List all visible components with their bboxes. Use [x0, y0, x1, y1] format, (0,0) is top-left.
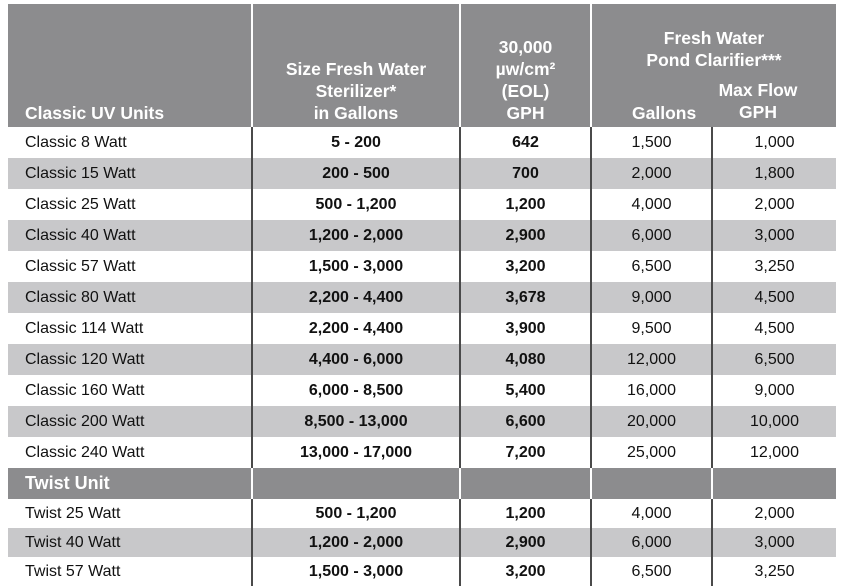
gph-cell: 6,600 [460, 406, 591, 437]
max-flow-cell: 10,000 [712, 406, 836, 437]
unit-name-cell: Classic 114 Watt [8, 313, 252, 344]
table-row [8, 251, 836, 282]
size-cell: 4,400 - 6,000 [252, 344, 460, 375]
size-cell: 5 - 200 [252, 127, 460, 158]
pond-gallons-cell: 20,000 [591, 406, 712, 437]
pond-gallons-cell: 6,000 [591, 528, 712, 557]
header-max-flow: Max Flow GPH [718, 80, 798, 122]
pond-gallons-cell: 6,500 [591, 251, 712, 282]
size-cell: 1,500 - 3,000 [252, 557, 460, 586]
table-row [8, 282, 836, 313]
unit-name-cell: Classic 160 Watt [8, 375, 252, 406]
size-cell: 1,200 - 2,000 [252, 220, 460, 251]
table-row [8, 220, 836, 251]
table-row [8, 437, 836, 468]
table-row [8, 127, 836, 158]
pond-gallons-cell: 12,000 [591, 344, 712, 375]
table-row [8, 406, 836, 437]
max-flow-cell: 2,000 [712, 499, 836, 528]
gph-cell: 3,200 [460, 557, 591, 586]
pond-gallons-cell: 16,000 [591, 375, 712, 406]
max-flow-cell: 4,500 [712, 282, 836, 313]
max-flow-cell: 3,000 [712, 528, 836, 557]
header-uv-gph: 30,000 µw/cm² (EOL) GPH [460, 4, 591, 127]
gph-cell: 642 [460, 127, 591, 158]
header-units: Classic UV Units [8, 4, 252, 127]
table-row [8, 158, 836, 189]
size-cell: 2,200 - 4,400 [252, 313, 460, 344]
max-flow-cell: 6,500 [712, 344, 836, 375]
gph-cell: 3,678 [460, 282, 591, 313]
max-flow-cell: 4,500 [712, 313, 836, 344]
unit-name-cell: Classic 80 Watt [8, 282, 252, 313]
size-cell: 13,000 - 17,000 [252, 437, 460, 468]
max-flow-cell: 9,000 [712, 375, 836, 406]
unit-name-cell: Classic 240 Watt [8, 437, 252, 468]
section-twist-label: Twist Unit [8, 468, 252, 499]
unit-name-cell: Classic 15 Watt [8, 158, 252, 189]
table-row [8, 313, 836, 344]
pond-gallons-cell: 4,000 [591, 499, 712, 528]
gph-cell: 2,900 [460, 220, 591, 251]
section-empty-cell [712, 468, 836, 499]
gph-cell: 4,080 [460, 344, 591, 375]
gph-cell: 700 [460, 158, 591, 189]
max-flow-cell: 3,250 [712, 557, 836, 586]
unit-name-cell: Classic 8 Watt [8, 127, 252, 158]
size-cell: 1,200 - 2,000 [252, 528, 460, 557]
unit-name-cell: Classic 120 Watt [8, 344, 252, 375]
table-row [8, 375, 836, 406]
max-flow-cell: 3,250 [712, 251, 836, 282]
table-header-row [8, 4, 836, 127]
pond-gallons-cell: 9,000 [591, 282, 712, 313]
pond-gallons-cell: 1,500 [591, 127, 712, 158]
table-row [8, 344, 836, 375]
pond-gallons-cell: 6,500 [591, 557, 712, 586]
size-cell: 200 - 500 [252, 158, 460, 189]
table-row [8, 528, 836, 557]
gph-cell: 2,900 [460, 528, 591, 557]
pond-clarifier-title: Fresh Water Pond Clarifier*** [646, 28, 782, 70]
pond-gallons-cell: 4,000 [591, 189, 712, 220]
size-cell: 500 - 1,200 [252, 499, 460, 528]
pond-gallons-cell: 25,000 [591, 437, 712, 468]
max-flow-cell: 3,000 [712, 220, 836, 251]
gph-cell: 7,200 [460, 437, 591, 468]
unit-name-cell: Twist 57 Watt [8, 557, 252, 586]
table-row [8, 557, 836, 586]
section-twist-row [8, 468, 836, 499]
size-cell: 1,500 - 3,000 [252, 251, 460, 282]
unit-name-cell: Classic 200 Watt [8, 406, 252, 437]
max-flow-cell: 1,800 [712, 158, 836, 189]
gph-cell: 1,200 [460, 189, 591, 220]
uv-units-table [8, 4, 836, 586]
gph-cell: 1,200 [460, 499, 591, 528]
pond-gallons-cell: 2,000 [591, 158, 712, 189]
gph-cell: 3,900 [460, 313, 591, 344]
header-pond-clarifier [591, 4, 836, 127]
unit-name-cell: Classic 40 Watt [8, 220, 252, 251]
unit-name-cell: Classic 25 Watt [8, 189, 252, 220]
size-cell: 500 - 1,200 [252, 189, 460, 220]
header-pond-gallons: Gallons [632, 103, 697, 123]
gph-cell: 3,200 [460, 251, 591, 282]
pond-gallons-cell: 6,000 [591, 220, 712, 251]
size-cell: 8,500 - 13,000 [252, 406, 460, 437]
section-empty-cell [460, 468, 591, 499]
unit-name-cell: Twist 40 Watt [8, 528, 252, 557]
section-empty-cell [252, 468, 460, 499]
table-row [8, 189, 836, 220]
gph-cell: 5,400 [460, 375, 591, 406]
max-flow-cell: 2,000 [712, 189, 836, 220]
unit-name-cell: Classic 57 Watt [8, 251, 252, 282]
size-cell: 2,200 - 4,400 [252, 282, 460, 313]
max-flow-cell: 12,000 [712, 437, 836, 468]
size-cell: 6,000 - 8,500 [252, 375, 460, 406]
header-size: Size Fresh Water Sterilizer* in Gallons [252, 4, 460, 127]
max-flow-cell: 1,000 [712, 127, 836, 158]
unit-name-cell: Twist 25 Watt [8, 499, 252, 528]
table-row [8, 499, 836, 528]
pond-gallons-cell: 9,500 [591, 313, 712, 344]
section-empty-cell [591, 468, 712, 499]
